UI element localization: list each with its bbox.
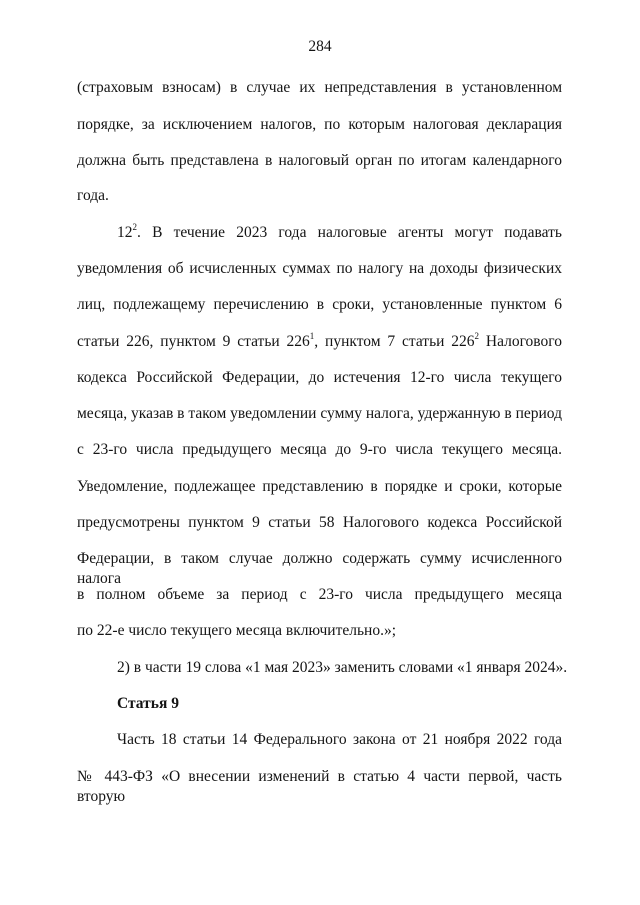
text-span: , пунктом 7 статьи 226	[314, 333, 475, 350]
text-line: кодекса Российской Федерации, до истечения 12-го числа текущего	[77, 369, 562, 386]
superscript: 2	[474, 330, 480, 341]
text-line: уведомления об исчисленных суммах по налогу на доходы физических	[77, 260, 562, 277]
text-line: в полном объеме за период с 23-го числа предыдущего месяца	[77, 586, 562, 603]
text-line-with-superscripts	[77, 332, 562, 352]
text-line: года.	[77, 187, 109, 204]
text-line: с 23-го числа предыдущего месяца до 9-го числа текущего месяца.	[77, 441, 562, 458]
text-line: порядке, за исключением налогов, по которым налоговая декларация	[77, 116, 562, 133]
text-line: (страховым взносам) в случае их непредставления в установленном	[77, 79, 562, 96]
text-line: лиц, подлежащему перечислению в сроки, установленные пунктом 6	[77, 296, 562, 313]
text-span: Налогового	[479, 333, 562, 350]
text-line: Уведомление, подлежащее представлению в порядке и сроки, которые	[77, 478, 562, 495]
text-line: по 22-е число текущего месяца включительно.»;	[77, 622, 397, 639]
text-line: месяца, указав в таком уведомлении сумму налога, удержанную в период	[77, 405, 562, 422]
item-number-superscript: 2	[132, 221, 137, 232]
text-line: № 443-ФЗ «О внесении изменений в статью 4 части первой, часть вторую	[77, 768, 562, 805]
text-span: . В течение 2023 года налоговые агенты могут подавать	[137, 224, 562, 241]
text-line: должна быть представлена в налоговый орган по итогам календарного	[77, 152, 562, 169]
paragraph-12-2-first-line	[117, 223, 562, 243]
page-number: 284	[308, 38, 332, 55]
item-number: 12	[117, 224, 133, 241]
amendment-item-2: 2) в части 19 слова «1 мая 2023» заменить словами «1 января 2024».	[117, 659, 568, 676]
text-span: статьи 226, пунктом 9 статьи 226	[77, 333, 310, 350]
text-line: Часть 18 статьи 14 Федерального закона от 21 ноября 2022 года	[117, 731, 562, 748]
superscript: 1	[309, 330, 315, 341]
text-line: Федерации, в таком случае должно содержать сумму исчисленного налога	[77, 550, 562, 587]
text-line: предусмотрены пунктом 9 статьи 58 Налогового кодекса Российской	[77, 514, 562, 531]
article-heading: Статья 9	[117, 695, 179, 712]
